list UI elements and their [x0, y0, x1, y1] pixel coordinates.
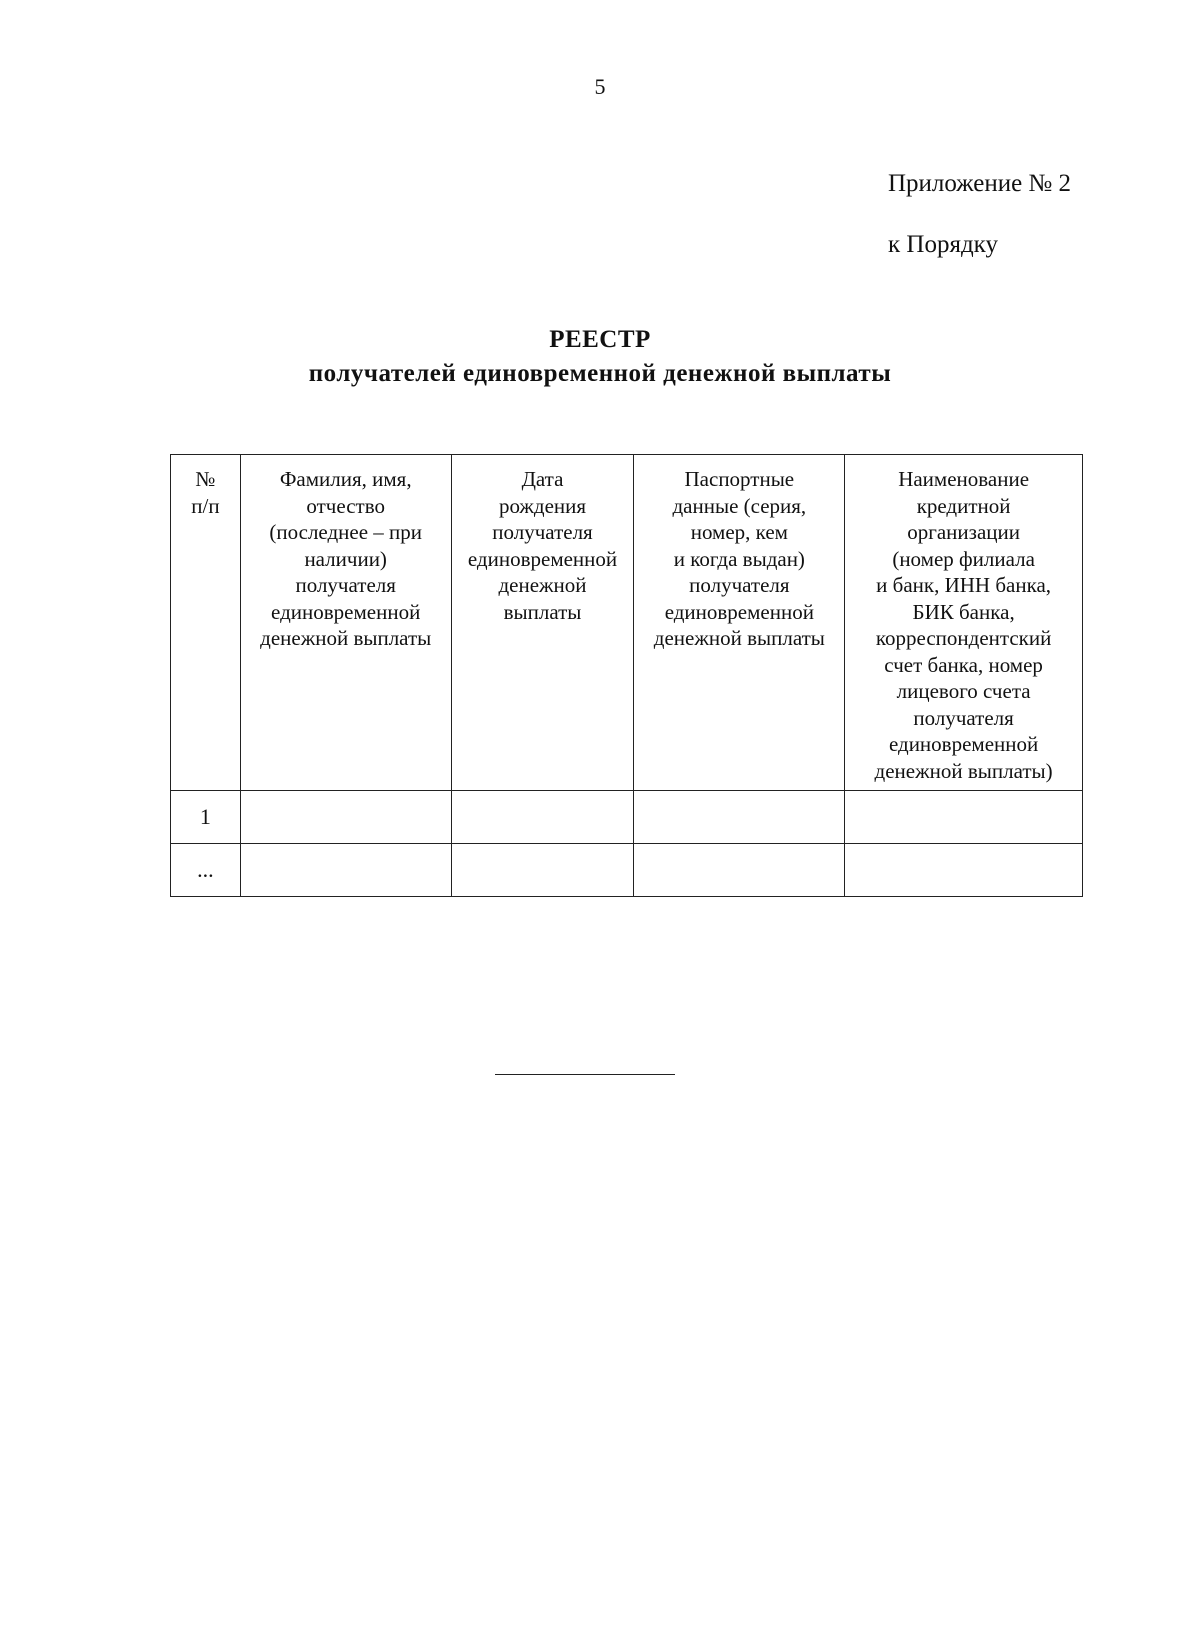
header-birth-date-text: Дата рождения получателя единовременной денежной выплаты — [467, 467, 618, 624]
header-number — [171, 455, 241, 791]
table-header-row — [171, 455, 1083, 791]
end-separator-line — [495, 1074, 675, 1075]
table-cell — [845, 791, 1083, 844]
document-subtitle: получателей единовременной денежной выплаты — [308, 360, 892, 387]
header-full-name-text: Фамилия, имя, отчество (последнее – при наличии) получателя единовременной денежной выплаты — [260, 467, 432, 650]
header-birth-date — [451, 455, 634, 791]
table-cell — [634, 844, 845, 897]
table-cell — [240, 844, 451, 897]
table-cell — [240, 791, 451, 844]
table-cell — [451, 844, 634, 897]
appendix-label: Приложение № 2 — [888, 170, 1072, 197]
header-passport — [634, 455, 845, 791]
header-passport-text: Паспортные данные (серия, номер, кем и когда выдан) получателя единовременной денежной выплаты — [653, 467, 825, 650]
table-row — [171, 844, 1083, 897]
header-number-text: № п/п — [191, 467, 220, 518]
table-row — [171, 791, 1083, 844]
table-cell — [634, 791, 845, 844]
table-cell — [451, 791, 634, 844]
page-number: 5 — [594, 74, 606, 99]
header-bank-text: Наименование кредитной организации (номер филиала и банк, ИНН банка, БИК банка, корреспондентский счет банка, номер лицевого счета получателя единовременной денежной выплаты) — [874, 467, 1053, 783]
registry-table — [170, 454, 1083, 897]
header-bank — [845, 455, 1083, 791]
header-full-name — [240, 455, 451, 791]
table-cell: ... — [171, 844, 241, 897]
appendix-reference: к Порядку — [888, 231, 998, 258]
table-cell — [845, 844, 1083, 897]
document-title: РЕЕСТР — [549, 326, 651, 353]
table-cell: 1 — [171, 791, 241, 844]
